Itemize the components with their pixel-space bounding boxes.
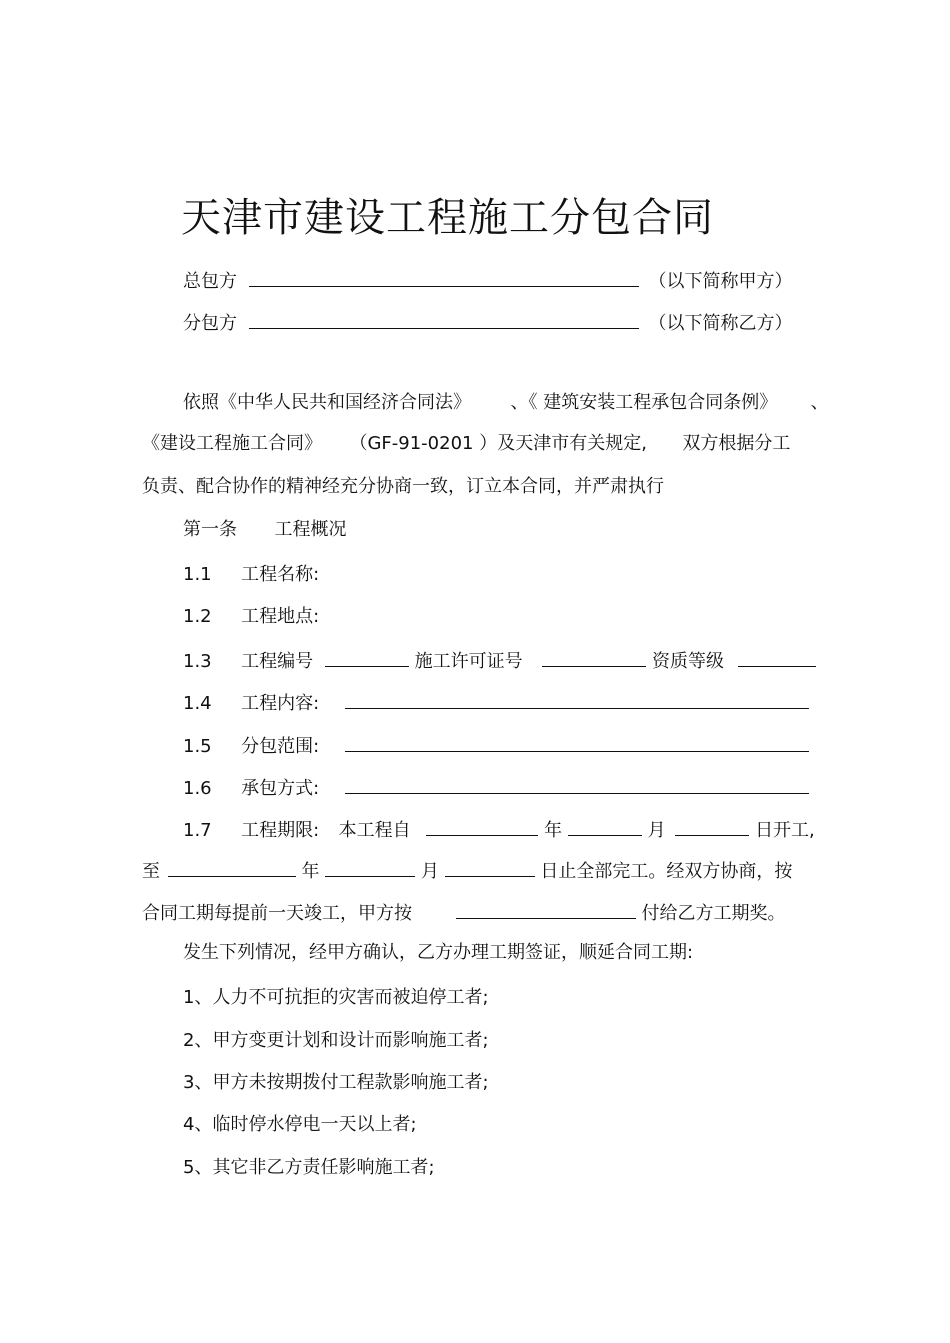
project-content-blank[interactable] xyxy=(345,690,809,709)
preamble-2a: 《建设工程施工合同》 xyxy=(142,433,322,454)
start-year-blank[interactable] xyxy=(426,817,538,836)
period-line-3 xyxy=(142,900,785,926)
extension-item-5: 5、其它非乙方责任影响施工者; xyxy=(183,1157,435,1178)
year-label: 年 xyxy=(301,861,320,882)
article-1-title: 工程概况 xyxy=(274,519,347,540)
end-year-blank[interactable] xyxy=(168,858,296,877)
preamble-line-2 xyxy=(142,432,790,456)
extension-item-4: 4、临时停水停电一天以上者; xyxy=(183,1114,417,1135)
permit-number-label: 施工许可证号 xyxy=(414,651,523,672)
preamble-line-1 xyxy=(183,391,829,415)
item-number: 1.1 xyxy=(183,564,212,585)
project-number-blank[interactable] xyxy=(325,648,409,667)
start-day-blank[interactable] xyxy=(675,817,749,836)
contract-method-blank[interactable] xyxy=(345,775,809,794)
project-content-label: 工程内容: xyxy=(241,693,320,714)
until-label: 至 xyxy=(142,861,160,882)
permit-number-blank[interactable] xyxy=(542,648,646,667)
qualification-label: 资质等级 xyxy=(652,651,725,672)
subcontractor-line xyxy=(183,310,792,336)
start-from-label: 本工程自 xyxy=(338,820,411,841)
subcontract-scope-label: 分包范围: xyxy=(241,736,320,757)
subcontract-scope-blank[interactable] xyxy=(345,733,809,752)
article-1-number: 第一条 xyxy=(183,519,237,540)
item-1-1 xyxy=(183,563,319,587)
item-1-5 xyxy=(183,733,809,759)
preamble-2c: 双方根据分工 xyxy=(682,433,791,454)
item-1-3 xyxy=(183,648,816,674)
extension-item-2: 2、甲方变更计划和设计而影响施工者; xyxy=(183,1030,489,1051)
start-month-blank[interactable] xyxy=(568,817,642,836)
project-number-label: 工程编号 xyxy=(241,651,314,672)
bonus-amount-blank[interactable] xyxy=(456,900,636,919)
article-1-heading xyxy=(183,518,346,542)
document-title: 天津市建设工程施工分包合同 xyxy=(181,195,714,241)
start-work-label: 日开工, xyxy=(755,820,815,841)
subcontractor-label: 分包方 xyxy=(183,313,237,334)
contract-method-label: 承包方式: xyxy=(241,778,320,799)
project-period-label: 工程期限: xyxy=(241,820,320,841)
item-number: 1.5 xyxy=(183,736,212,757)
preamble-line-3: 负责、配合协作的精神经充分协商一致，订立本合同，并严肃执行 xyxy=(142,476,664,497)
bonus-suffix: 付给乙方工期奖。 xyxy=(641,903,786,924)
subcontractor-blank[interactable] xyxy=(249,310,639,329)
item-number: 1.2 xyxy=(183,606,212,627)
end-day-blank[interactable] xyxy=(445,858,535,877)
year-label: 年 xyxy=(544,820,563,841)
item-number: 1.6 xyxy=(183,778,212,799)
preamble-1b: 、《 建筑安装工程承包合同条例》 xyxy=(510,392,778,413)
bonus-text: 合同工期每提前一天竣工，甲方按 xyxy=(142,903,412,924)
item-1-4 xyxy=(183,690,809,716)
preamble-2b: （GF-91-0201 ）及天津市有关规定, xyxy=(349,433,647,454)
project-location-label: 工程地点: xyxy=(241,606,320,627)
contractor-blank[interactable] xyxy=(249,268,639,287)
item-1-7 xyxy=(183,817,815,843)
month-label: 月 xyxy=(420,861,439,882)
item-1-2 xyxy=(183,605,319,629)
contractor-suffix: （以下简称甲方） xyxy=(648,271,793,292)
preamble-1a: 依照《中华人民共和国经济合同法》 xyxy=(183,392,471,413)
end-month-blank[interactable] xyxy=(325,858,415,877)
extension-intro: 发生下列情况，经甲方确认，乙方办理工期签证，顺延合同工期: xyxy=(183,942,694,963)
period-line-2 xyxy=(142,858,792,884)
qualification-blank[interactable] xyxy=(738,648,816,667)
subcontractor-suffix: （以下简称乙方） xyxy=(648,313,793,334)
item-number: 1.7 xyxy=(183,820,212,841)
project-name-label: 工程名称: xyxy=(241,564,320,585)
contractor-label: 总包方 xyxy=(183,271,237,292)
item-number: 1.4 xyxy=(183,693,212,714)
item-number: 1.3 xyxy=(183,651,212,672)
month-label: 月 xyxy=(647,820,666,841)
preamble-1c: 、 xyxy=(810,392,829,413)
extension-item-3: 3、甲方未按期拨付工程款影响施工者; xyxy=(183,1072,489,1093)
contractor-line xyxy=(183,268,792,294)
extension-item-1: 1、人力不可抗拒的灾害而被迫停工者; xyxy=(183,987,489,1008)
completion-text: 日止全部完工。经双方协商，按 xyxy=(540,861,793,882)
item-1-6 xyxy=(183,775,809,801)
